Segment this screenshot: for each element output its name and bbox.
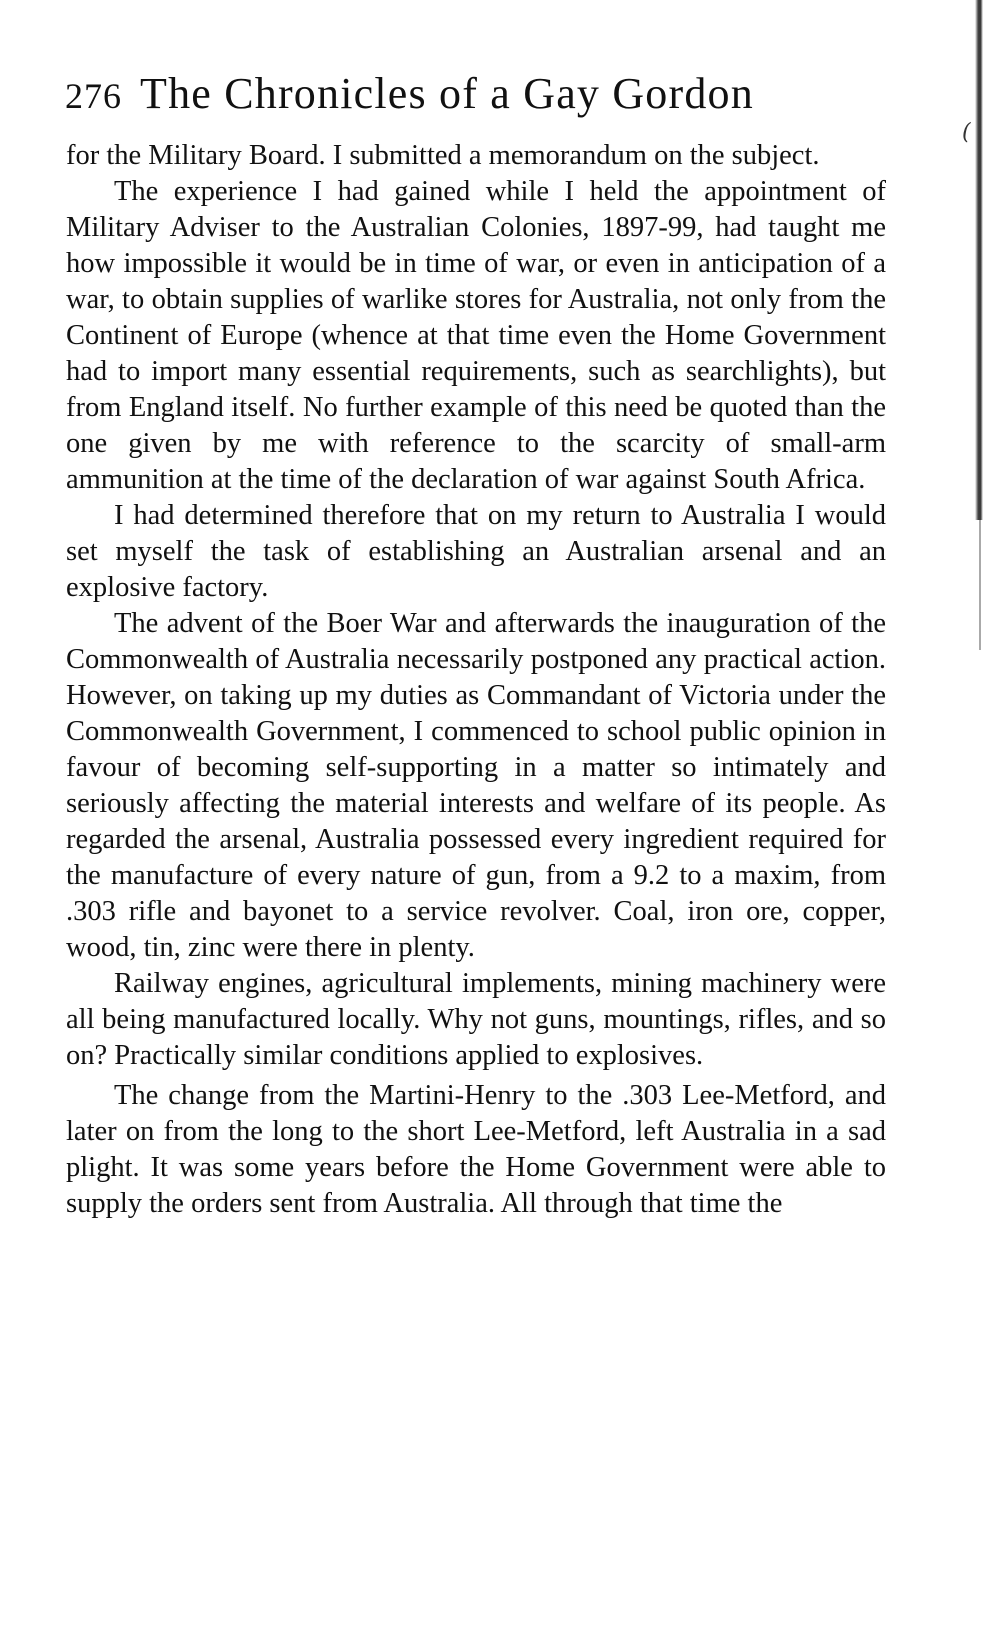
scan-edge-shadow <box>975 0 983 520</box>
paragraph: for the Military Board. I submitted a memorandum on the subject. <box>66 140 820 171</box>
paragraph: The change from the Martini-Henry to the .303 Lee-Metford, and later on from the long to the short Lee-Metford, left Australia in a sad plight. It was some years before the Home Government were able to supply the orders sent from Australia. All through that time the <box>66 1080 886 1219</box>
page-header <box>65 68 935 128</box>
body-text <box>66 138 886 1222</box>
paragraph: The experience I had gained while I held the appointment of Military Adviser to the Australian Colonies, 1897-99, had taught me how impossible it would be in time of war, or even in anticipation of a war, to obtain supplies of warlike stores for Australia, not only from the Continent of Europe (whence at that time even the Home Government had to import many essential requirements, such as searchlights), but from England itself. No further example of this need be quoted than the one given by me with reference to the scarcity of small-arm ammunition at the time of the declaration of war against South Africa. <box>66 176 886 495</box>
scan-edge-line <box>979 520 981 650</box>
margin-mark: ( <box>962 120 971 145</box>
paragraph: The advent of the Boer War and afterwards the inauguration of the Commonwealth of Australia necessarily postponed any practical action. However, on taking up my duties as Commandant of Victoria under the Commonwealth Government, I commenced to school public opinion in favour of becoming self-supporting in a matter so intimately and seriously affecting the material interests and welfare of its people. As regarded the arsenal, Australia possessed every ingredient required for the manufacture of every nature of gun, from a 9.2 to a maxim, from .303 rifle and bayonet to a service revolver. Coal, iron ore, copper, wood, tin, zinc were there in plenty. <box>66 608 886 963</box>
paragraph: Railway engines, agricultural implements, mining machinery were all being manufactured locally. Why not guns, mountings, rifles, and so on? Practically similar conditions applied to explosives. <box>66 968 886 1071</box>
running-title: The Chronicles of a Gay Gordon <box>140 69 754 118</box>
paragraph: I had determined therefore that on my return to Australia I would set myself the task of establishing an Australian arsenal and an explosive factory. <box>66 500 886 603</box>
page-number: 276 <box>65 76 122 116</box>
